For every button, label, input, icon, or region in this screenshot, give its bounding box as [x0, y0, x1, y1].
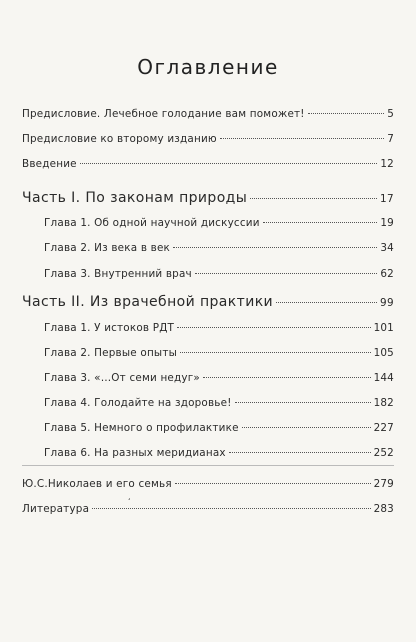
toc-chapter-entry[interactable] — [22, 397, 394, 409]
section-divider — [22, 465, 394, 466]
toc-entry[interactable] — [22, 108, 394, 120]
toc-part-entry[interactable] — [22, 294, 394, 310]
toc-chapter-entry[interactable] — [22, 217, 394, 229]
toc-entry-page: 227 — [373, 422, 394, 434]
toc-chapter-entry[interactable] — [22, 268, 394, 280]
toc-chapter-entry[interactable] — [22, 347, 394, 359]
dot-leader — [175, 483, 371, 484]
toc-entry-page: 34 — [380, 242, 394, 254]
page-title: Оглавление — [137, 55, 279, 79]
toc-entry-page: 279 — [373, 478, 394, 490]
dot-leader — [203, 377, 371, 378]
toc-entry-page: 19 — [380, 217, 394, 229]
toc-entry-label: Глава 3. Внутренний врач — [44, 268, 192, 280]
toc-entry-page: 105 — [373, 347, 394, 359]
toc-chapter-entry[interactable] — [22, 322, 394, 334]
toc-entry-label: Глава 6. На разных меридианах — [44, 447, 226, 459]
toc-entry-label: Глава 2. Из века в век — [44, 242, 171, 254]
toc-entry-label: Глава 1. У истоков РДТ — [44, 322, 175, 334]
toc-entry-page: 62 — [380, 268, 394, 280]
stray-mark: ʻ — [128, 497, 131, 506]
toc-entry[interactable] — [22, 503, 394, 515]
dot-leader — [263, 222, 378, 223]
toc-chapter-entry[interactable] — [22, 242, 394, 254]
toc-entry-label: Глава 1. Об одной научной дискуссии — [44, 217, 260, 229]
toc-entry-label: Часть I. По законам природы — [22, 190, 248, 206]
dot-leader — [195, 273, 377, 274]
toc-part-entry[interactable] — [22, 190, 394, 206]
toc-entry-label: Литература — [22, 503, 90, 515]
toc-chapter-entry[interactable] — [22, 422, 394, 434]
toc-entry-page: 7 — [387, 133, 394, 145]
toc-entry-page: 283 — [373, 503, 394, 515]
toc-entry-label: Глава 2. Первые опыты — [44, 347, 177, 359]
dot-leader — [180, 352, 371, 353]
toc-entry[interactable] — [22, 133, 394, 145]
toc-entry-label: Предисловие. Лечебное голодание вам поможет! — [22, 108, 305, 120]
toc-entry-label: Глава 5. Немного о профилактике — [44, 422, 239, 434]
dot-leader — [250, 198, 377, 199]
toc-entry-page: 17 — [379, 193, 394, 205]
toc-entry-page: 101 — [373, 322, 394, 334]
toc-entry-page: 99 — [379, 297, 394, 309]
toc-entry[interactable] — [22, 158, 394, 170]
toc-entry-page: 144 — [373, 372, 394, 384]
toc-chapter-entry[interactable] — [22, 447, 394, 459]
dot-leader — [92, 508, 370, 509]
dot-leader — [276, 302, 377, 303]
toc-entry-page: 5 — [387, 108, 394, 120]
dot-leader — [242, 427, 371, 428]
dot-leader — [173, 247, 377, 248]
toc-chapter-entry[interactable] — [22, 372, 394, 384]
toc-entry-page: 182 — [373, 397, 394, 409]
dot-leader — [177, 327, 371, 328]
toc-entry-label: Глава 3. «…От семи недуг» — [44, 372, 200, 384]
toc-entry-page: 252 — [373, 447, 394, 459]
dot-leader — [229, 452, 371, 453]
toc-entry-page: 12 — [380, 158, 394, 170]
toc-entry-label: Часть II. Из врачебной практики — [22, 294, 274, 310]
toc-entry-label: Глава 4. Голодайте на здоровье! — [44, 397, 232, 409]
toc-entry-label: Ю.С.Николаев и его семья — [22, 478, 172, 490]
dot-leader — [80, 163, 378, 164]
toc-entry-label: Введение — [22, 158, 77, 170]
toc-entry-label: Предисловие ко второму изданию — [22, 133, 217, 145]
dot-leader — [220, 138, 384, 139]
dot-leader — [308, 113, 385, 114]
toc-entry[interactable] — [22, 478, 394, 490]
dot-leader — [235, 402, 371, 403]
